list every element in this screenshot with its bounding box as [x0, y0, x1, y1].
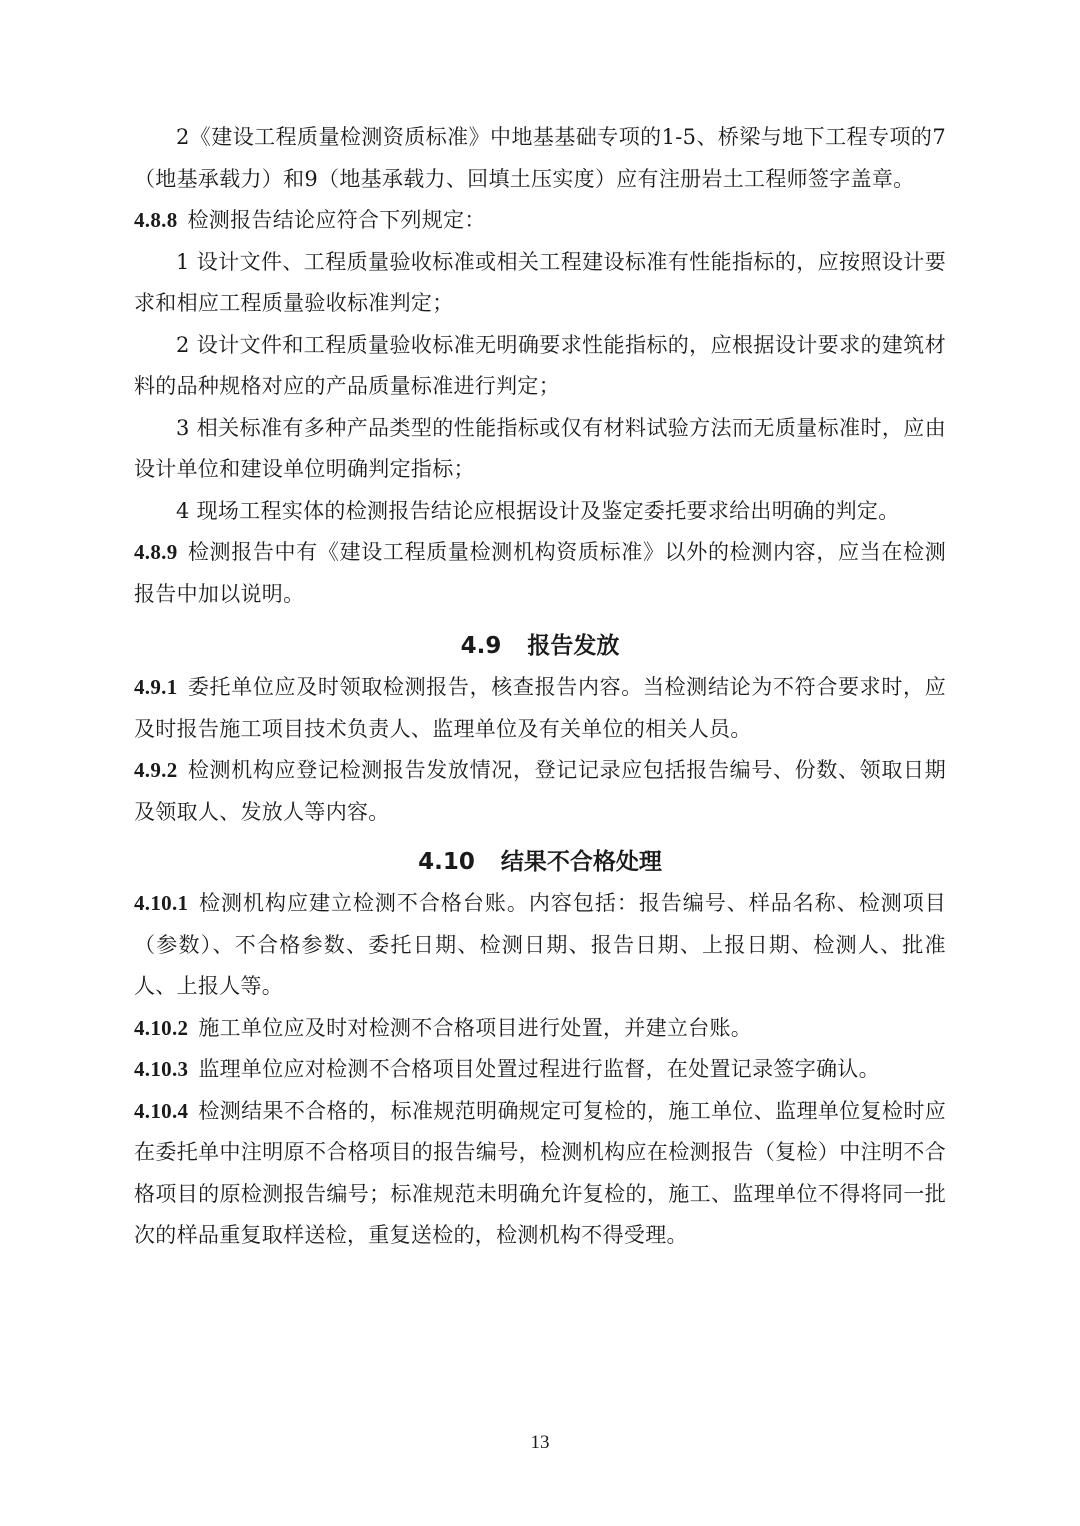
clause-paragraph: [134, 1049, 946, 1091]
clause-text: 检测报告结论应符合下列规定：: [187, 208, 486, 232]
paragraphs-section-4-10: [134, 883, 946, 1257]
clause-number: 4.9.1: [134, 675, 178, 699]
paragraphs-section-4-9: [134, 667, 946, 833]
clause-text: 检测机构应登记检测报告发放情况，登记记录应包括报告编号、份数、领取日期及领取人、发放人等内容。: [134, 758, 946, 824]
section-title: 报告发放: [527, 633, 620, 659]
clause-number: 4.9.2: [134, 758, 178, 782]
clause-text: 监理单位应对检测不合格项目处置过程进行监督，在处置记录签字确认。: [198, 1057, 880, 1081]
clause-text: 检测机构应建立检测不合格台账。内容包括：报告编号、样品名称、检测项目（参数）、不合格参数、委托日期、检测日期、报告日期、上报日期、检测人、批准人、上报人等。: [134, 891, 946, 998]
list-item: 2《建设工程质量检测资质标准》中地基基础专项的1-5、桥梁与地下工程专项的7（地基承载力）和9（地基承载力、回填土压实度）应有注册岩土工程师签字盖章。: [134, 125, 946, 191]
section-title: 结果不合格处理: [500, 849, 662, 875]
clause-number: 4.8.9: [134, 540, 178, 564]
clause-number: 4.10.3: [134, 1057, 189, 1081]
section-heading: [134, 847, 946, 877]
clause-paragraph: [134, 883, 946, 1008]
clause-text: 委托单位应及时领取检测报告，核查报告内容。当检测结论为不符合要求时，应及时报告施工项目技术负责人、监理单位及有关单位的相关人员。: [134, 675, 946, 741]
clause-paragraph: [134, 532, 946, 615]
clause-paragraph: [134, 200, 946, 242]
clause-paragraph: [134, 750, 946, 833]
list-item: 2 设计文件和工程质量验收标准无明确要求性能指标的，应根据设计要求的建筑材料的品种规格对应的产品质量标准进行判定；: [134, 332, 946, 398]
list-item: 3 相关标准有多种产品类型的性能指标或仅有材料试验方法而无质量标准时，应由设计单位和建设单位明确判定指标；: [134, 415, 946, 481]
clause-paragraph: [134, 667, 946, 750]
section-number: 4.10: [418, 849, 475, 875]
section-heading: [134, 631, 946, 661]
clause-paragraph: [134, 1008, 946, 1050]
clause-text: 施工单位应及时对检测不合格项目进行处置，并建立台账。: [198, 1015, 753, 1040]
clause-number: 4.10.4: [134, 1098, 189, 1123]
document-page: [134, 117, 946, 1257]
clause-number: 4.10.1: [134, 891, 189, 915]
clause-text: 检测结果不合格的，标准规范明确规定可复检的，施工单位、监理单位复检时应在委托单中注明原不合格项目的报告编号，检测机构应在检测报告（复检）中注明不合格项目的原检测报告编号；标准规范未明确允许复检的，施工、监理单位不得将同一批次的样品重复取样送检，重复送检的，检测机构不得受理。: [134, 1098, 946, 1247]
clause-number: 4.10.2: [134, 1015, 189, 1040]
list-item: 4 现场工程实体的检测报告结论应根据设计及鉴定委托要求给出明确的判定。: [176, 498, 900, 523]
paragraphs-top: [134, 117, 946, 615]
list-item: 1 设计文件、工程质量验收标准或相关工程建设标准有性能指标的，应按照设计要求和相应工程质量验收标准判定；: [134, 249, 946, 315]
page-number: 13: [530, 1432, 550, 1453]
clause-number: 4.8.8: [134, 208, 178, 232]
section-number: 4.9: [460, 633, 502, 659]
clause-paragraph: [134, 1091, 946, 1257]
clause-text: 检测报告中有《建设工程质量检测机构资质标准》以外的检测内容，应当在检测报告中加以说明。: [134, 540, 946, 606]
